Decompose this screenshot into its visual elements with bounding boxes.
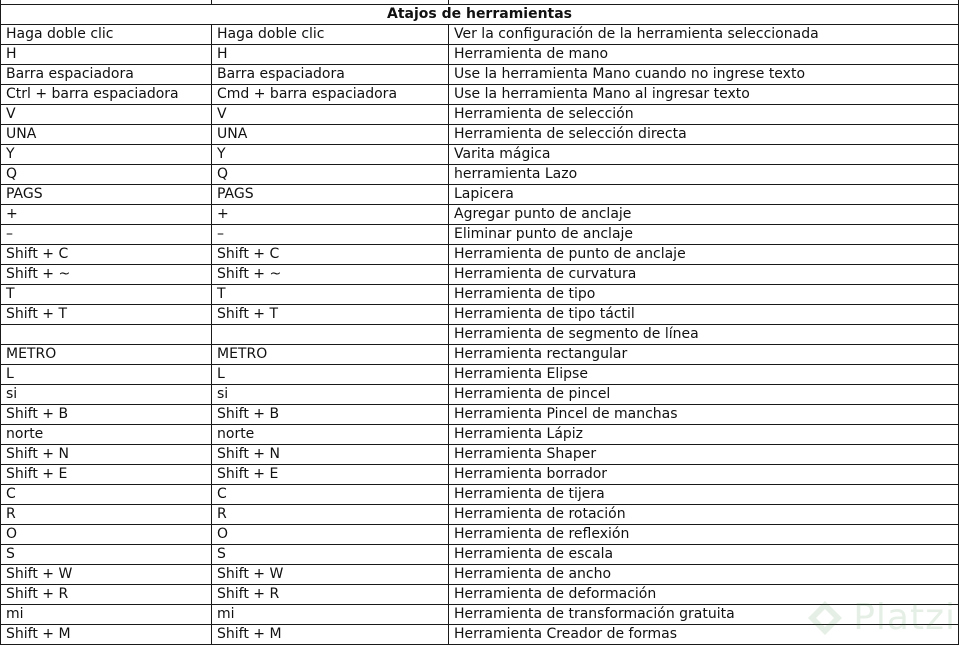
description-cell: Herramienta Elipse — [449, 365, 959, 385]
windows-shortcut-cell: O — [1, 525, 212, 545]
description-cell: Herramienta de selección — [449, 105, 959, 125]
windows-shortcut-cell: Barra espaciadora — [1, 65, 212, 85]
mac-shortcut-cell: si — [212, 385, 449, 405]
description-cell: Herramienta de punto de anclaje — [449, 245, 959, 265]
windows-shortcut-cell: T — [1, 285, 212, 305]
windows-shortcut-cell: Shift + B — [1, 405, 212, 425]
table-row — [1, 385, 959, 405]
table-row — [1, 605, 959, 625]
description-cell: Herramienta de transformación gratuita — [449, 605, 959, 625]
windows-shortcut-cell: + — [1, 205, 212, 225]
windows-shortcut-cell: Shift + C — [1, 245, 212, 265]
windows-shortcut-cell: si — [1, 385, 212, 405]
windows-shortcut-cell: – — [1, 225, 212, 245]
mac-shortcut-cell: Shift + ~ — [212, 265, 449, 285]
windows-shortcut-cell — [1, 325, 212, 345]
table-row — [1, 485, 959, 505]
mac-shortcut-cell: Cmd + barra espaciadora — [212, 85, 449, 105]
table-row — [1, 185, 959, 205]
table-row — [1, 25, 959, 45]
windows-shortcut-cell: Shift + R — [1, 585, 212, 605]
section-title-row — [1, 5, 959, 25]
mac-shortcut-cell: Shift + W — [212, 565, 449, 585]
mac-shortcut-cell: norte — [212, 425, 449, 445]
table-row — [1, 365, 959, 385]
windows-shortcut-cell: Shift + W — [1, 565, 212, 585]
mac-shortcut-cell: – — [212, 225, 449, 245]
table-row — [1, 125, 959, 145]
description-cell: Lapicera — [449, 185, 959, 205]
table-row — [1, 525, 959, 545]
windows-shortcut-cell: V — [1, 105, 212, 125]
table-row — [1, 585, 959, 605]
table-row — [1, 245, 959, 265]
mac-shortcut-cell: H — [212, 45, 449, 65]
windows-shortcut-cell: METRO — [1, 345, 212, 365]
mac-shortcut-cell: L — [212, 365, 449, 385]
table-row — [1, 285, 959, 305]
mac-shortcut-cell: Shift + N — [212, 445, 449, 465]
mac-shortcut-cell: Q — [212, 165, 449, 185]
table-row — [1, 65, 959, 85]
table-row — [1, 625, 959, 645]
mac-shortcut-cell: Shift + T — [212, 305, 449, 325]
mac-shortcut-cell: V — [212, 105, 449, 125]
windows-shortcut-cell: Shift + N — [1, 445, 212, 465]
description-cell: Use la herramienta Mano cuando no ingrese texto — [449, 65, 959, 85]
description-cell: herramienta Lazo — [449, 165, 959, 185]
description-cell: Herramienta de pincel — [449, 385, 959, 405]
mac-shortcut-cell: UNA — [212, 125, 449, 145]
windows-shortcut-cell: H — [1, 45, 212, 65]
mac-shortcut-cell: PAGS — [212, 185, 449, 205]
mac-shortcut-cell: Shift + R — [212, 585, 449, 605]
table-row — [1, 405, 959, 425]
description-cell: Herramienta de rotación — [449, 505, 959, 525]
mac-shortcut-cell: + — [212, 205, 449, 225]
windows-shortcut-cell: S — [1, 545, 212, 565]
table-row — [1, 225, 959, 245]
mac-shortcut-cell: Shift + B — [212, 405, 449, 425]
mac-shortcut-cell: Y — [212, 145, 449, 165]
table-row — [1, 85, 959, 105]
description-cell: Herramienta de segmento de línea — [449, 325, 959, 345]
description-cell: Herramienta de ancho — [449, 565, 959, 585]
description-cell: Herramienta de selección directa — [449, 125, 959, 145]
table-row — [1, 465, 959, 485]
description-cell: Varita mágica — [449, 145, 959, 165]
description-cell: Herramienta rectangular — [449, 345, 959, 365]
description-cell: Eliminar punto de anclaje — [449, 225, 959, 245]
windows-shortcut-cell: L — [1, 365, 212, 385]
windows-shortcut-cell: UNA — [1, 125, 212, 145]
mac-shortcut-cell: C — [212, 485, 449, 505]
windows-shortcut-cell: Shift + M — [1, 625, 212, 645]
table-row — [1, 345, 959, 365]
description-cell: Herramienta de tijera — [449, 485, 959, 505]
description-cell: Herramienta de reflexión — [449, 525, 959, 545]
mac-shortcut-cell: Haga doble clic — [212, 25, 449, 45]
description-cell: Agregar punto de anclaje — [449, 205, 959, 225]
description-cell: Herramienta Creador de formas — [449, 625, 959, 645]
description-cell: Herramienta de escala — [449, 545, 959, 565]
table-row — [1, 205, 959, 225]
table-row — [1, 545, 959, 565]
table-row — [1, 145, 959, 165]
windows-shortcut-cell: Y — [1, 145, 212, 165]
mac-shortcut-cell: T — [212, 285, 449, 305]
windows-shortcut-cell: Shift + ~ — [1, 265, 212, 285]
windows-shortcut-cell: norte — [1, 425, 212, 445]
mac-shortcut-cell: R — [212, 505, 449, 525]
description-cell: Herramienta Lápiz — [449, 425, 959, 445]
table-row — [1, 105, 959, 125]
description-cell: Herramienta de deformación — [449, 585, 959, 605]
mac-shortcut-cell: mi — [212, 605, 449, 625]
windows-shortcut-cell: Ctrl + barra espaciadora — [1, 85, 212, 105]
table-row — [1, 505, 959, 525]
windows-shortcut-cell: Shift + E — [1, 465, 212, 485]
windows-shortcut-cell: Haga doble clic — [1, 25, 212, 45]
mac-shortcut-cell: S — [212, 545, 449, 565]
table-row — [1, 425, 959, 445]
description-cell: Herramienta de curvatura — [449, 265, 959, 285]
windows-shortcut-cell: mi — [1, 605, 212, 625]
mac-shortcut-cell: METRO — [212, 345, 449, 365]
mac-shortcut-cell: Barra espaciadora — [212, 65, 449, 85]
windows-shortcut-cell: Q — [1, 165, 212, 185]
description-cell: Herramienta Pincel de manchas — [449, 405, 959, 425]
description-cell: Herramienta de tipo — [449, 285, 959, 305]
description-cell: Herramienta de tipo táctil — [449, 305, 959, 325]
table-row — [1, 305, 959, 325]
watermark-text: Platzi — [853, 597, 956, 638]
windows-shortcut-cell: R — [1, 505, 212, 525]
table-row — [1, 45, 959, 65]
windows-shortcut-cell: PAGS — [1, 185, 212, 205]
description-cell: Ver la configuración de la herramienta seleccionada — [449, 25, 959, 45]
description-cell: Herramienta de mano — [449, 45, 959, 65]
description-cell: Herramienta Shaper — [449, 445, 959, 465]
mac-shortcut-cell — [212, 325, 449, 345]
mac-shortcut-cell: Shift + E — [212, 465, 449, 485]
windows-shortcut-cell: Shift + T — [1, 305, 212, 325]
table-row — [1, 565, 959, 585]
table-row — [1, 325, 959, 345]
mac-shortcut-cell: Shift + C — [212, 245, 449, 265]
table-row — [1, 265, 959, 285]
table-row — [1, 445, 959, 465]
section-title: Atajos de herramientas — [1, 5, 959, 25]
mac-shortcut-cell: O — [212, 525, 449, 545]
description-cell: Use la herramienta Mano al ingresar texto — [449, 85, 959, 105]
description-cell: Herramienta borrador — [449, 465, 959, 485]
windows-shortcut-cell: C — [1, 485, 212, 505]
table-row — [1, 165, 959, 185]
mac-shortcut-cell: Shift + M — [212, 625, 449, 645]
